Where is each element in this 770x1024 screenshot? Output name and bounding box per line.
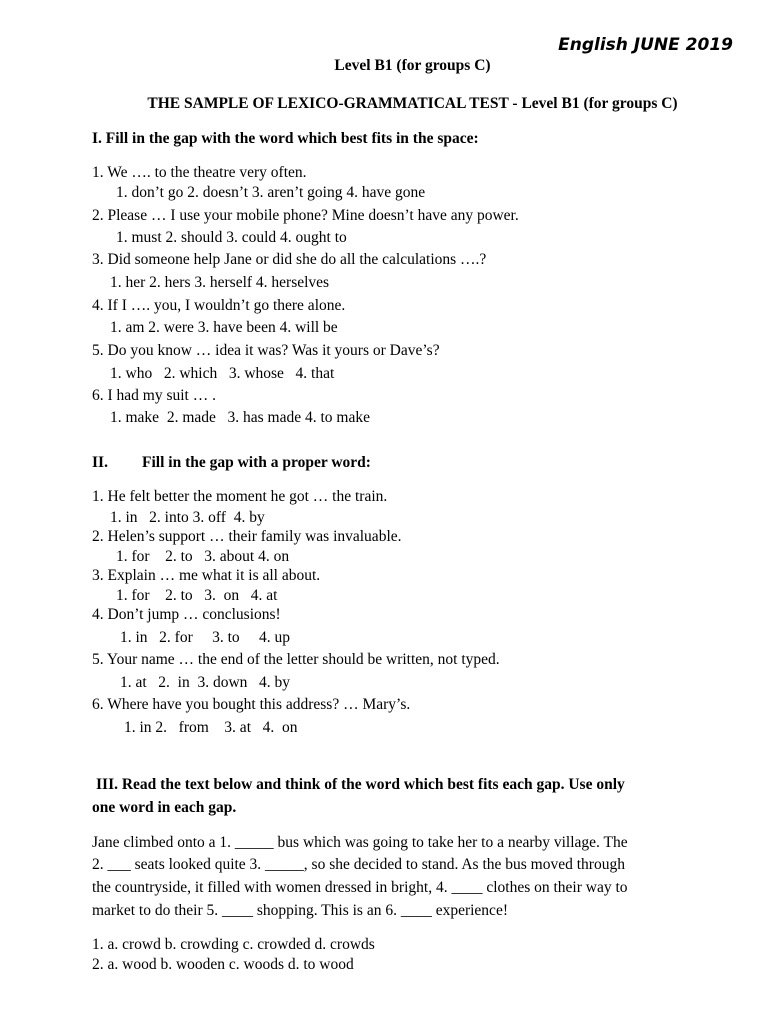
s2-options-4: 1. in 2. for 3. to 4. up — [120, 629, 291, 646]
section-2-number: II. — [92, 454, 108, 471]
s1-question-2: 2. Please … I use your mobile phone? Mine doesn’t have any power. — [92, 207, 519, 224]
passage-line-2: 2. ___ seats looked quite 3. _____, so she decided to stand. As the bus moved through — [92, 856, 625, 873]
s3-answer-1: 1. a. crowd b. crowding c. crowded d. crowds — [92, 936, 375, 953]
s1-options-1: 1. don’t go 2. doesn’t 3. aren’t going 4. have gone — [116, 184, 426, 201]
s2-options-5: 1. at 2. in 3. down 4. by — [120, 674, 291, 691]
s2-question-5: 5. Your name … the end of the letter should be written, not typed. — [92, 651, 500, 668]
s3-answer-2: 2. a. wood b. wooden c. woods d. to wood — [92, 956, 354, 973]
s1-question-4: 4. If I …. you, I wouldn’t go there alone. — [92, 297, 346, 314]
course-header: English JUNE 2019 — [558, 35, 733, 55]
s2-options-1: 1. in 2. into 3. off 4. by — [110, 509, 265, 526]
s2-question-4: 4. Don’t jump … conclusions! — [92, 606, 281, 623]
s2-question-2: 2. Helen’s support … their family was invaluable. — [92, 528, 402, 545]
s1-question-3: 3. Did someone help Jane or did she do all the calculations ….? — [92, 251, 487, 268]
s2-question-3: 3. Explain … me what it is all about. — [92, 567, 321, 584]
s1-options-3: 1. her 2. hers 3. herself 4. herselves — [110, 274, 330, 291]
passage-line-3: the countryside, it filled with women dressed in bright, 4. ____ clothes on their way to — [92, 879, 628, 896]
s1-question-6: 6. I had my suit … . — [92, 387, 216, 404]
s1-options-2: 1. must 2. should 3. could 4. ought to — [116, 229, 347, 246]
s1-options-6: 1. make 2. made 3. has made 4. to make — [110, 409, 370, 426]
s1-question-1: 1. We …. to the theatre very often. — [92, 164, 307, 181]
level-subtitle: Level B1 (for groups C) — [334, 57, 491, 74]
passage-line-1: Jane climbed onto a 1. _____ bus which was going to take her to a nearby village. The — [92, 834, 628, 851]
section-2-heading: Fill in the gap with a proper word: — [142, 454, 371, 471]
s2-question-1: 1. He felt better the moment he got … the train. — [92, 488, 388, 505]
s2-options-2: 1. for 2. to 3. about 4. on — [116, 548, 290, 565]
s2-question-6: 6. Where have you bought this address? … Mary’s. — [92, 696, 411, 713]
s2-options-3: 1. for 2. to 3. on 4. at — [116, 587, 278, 604]
section-3-heading-line-2: one word in each gap. — [92, 799, 237, 816]
section-1-heading: I. Fill in the gap with the word which best fits in the space: — [92, 130, 479, 147]
s1-options-5: 1. who 2. which 3. whose 4. that — [110, 365, 335, 382]
section-3-heading-line-1: III. Read the text below and think of the word which best fits each gap. Use only — [96, 776, 625, 793]
s1-question-5: 5. Do you know … idea it was? Was it yours or Dave’s? — [92, 342, 440, 359]
s2-options-6: 1. in 2. from 3. at 4. on — [124, 719, 298, 736]
test-title: THE SAMPLE OF LEXICO-GRAMMATICAL TEST - Level B1 (for groups C) — [147, 95, 678, 112]
passage-line-4: market to do their 5. ____ shopping. This is an 6. ____ experience! — [92, 902, 508, 919]
s1-options-4: 1. am 2. were 3. have been 4. will be — [110, 319, 338, 336]
